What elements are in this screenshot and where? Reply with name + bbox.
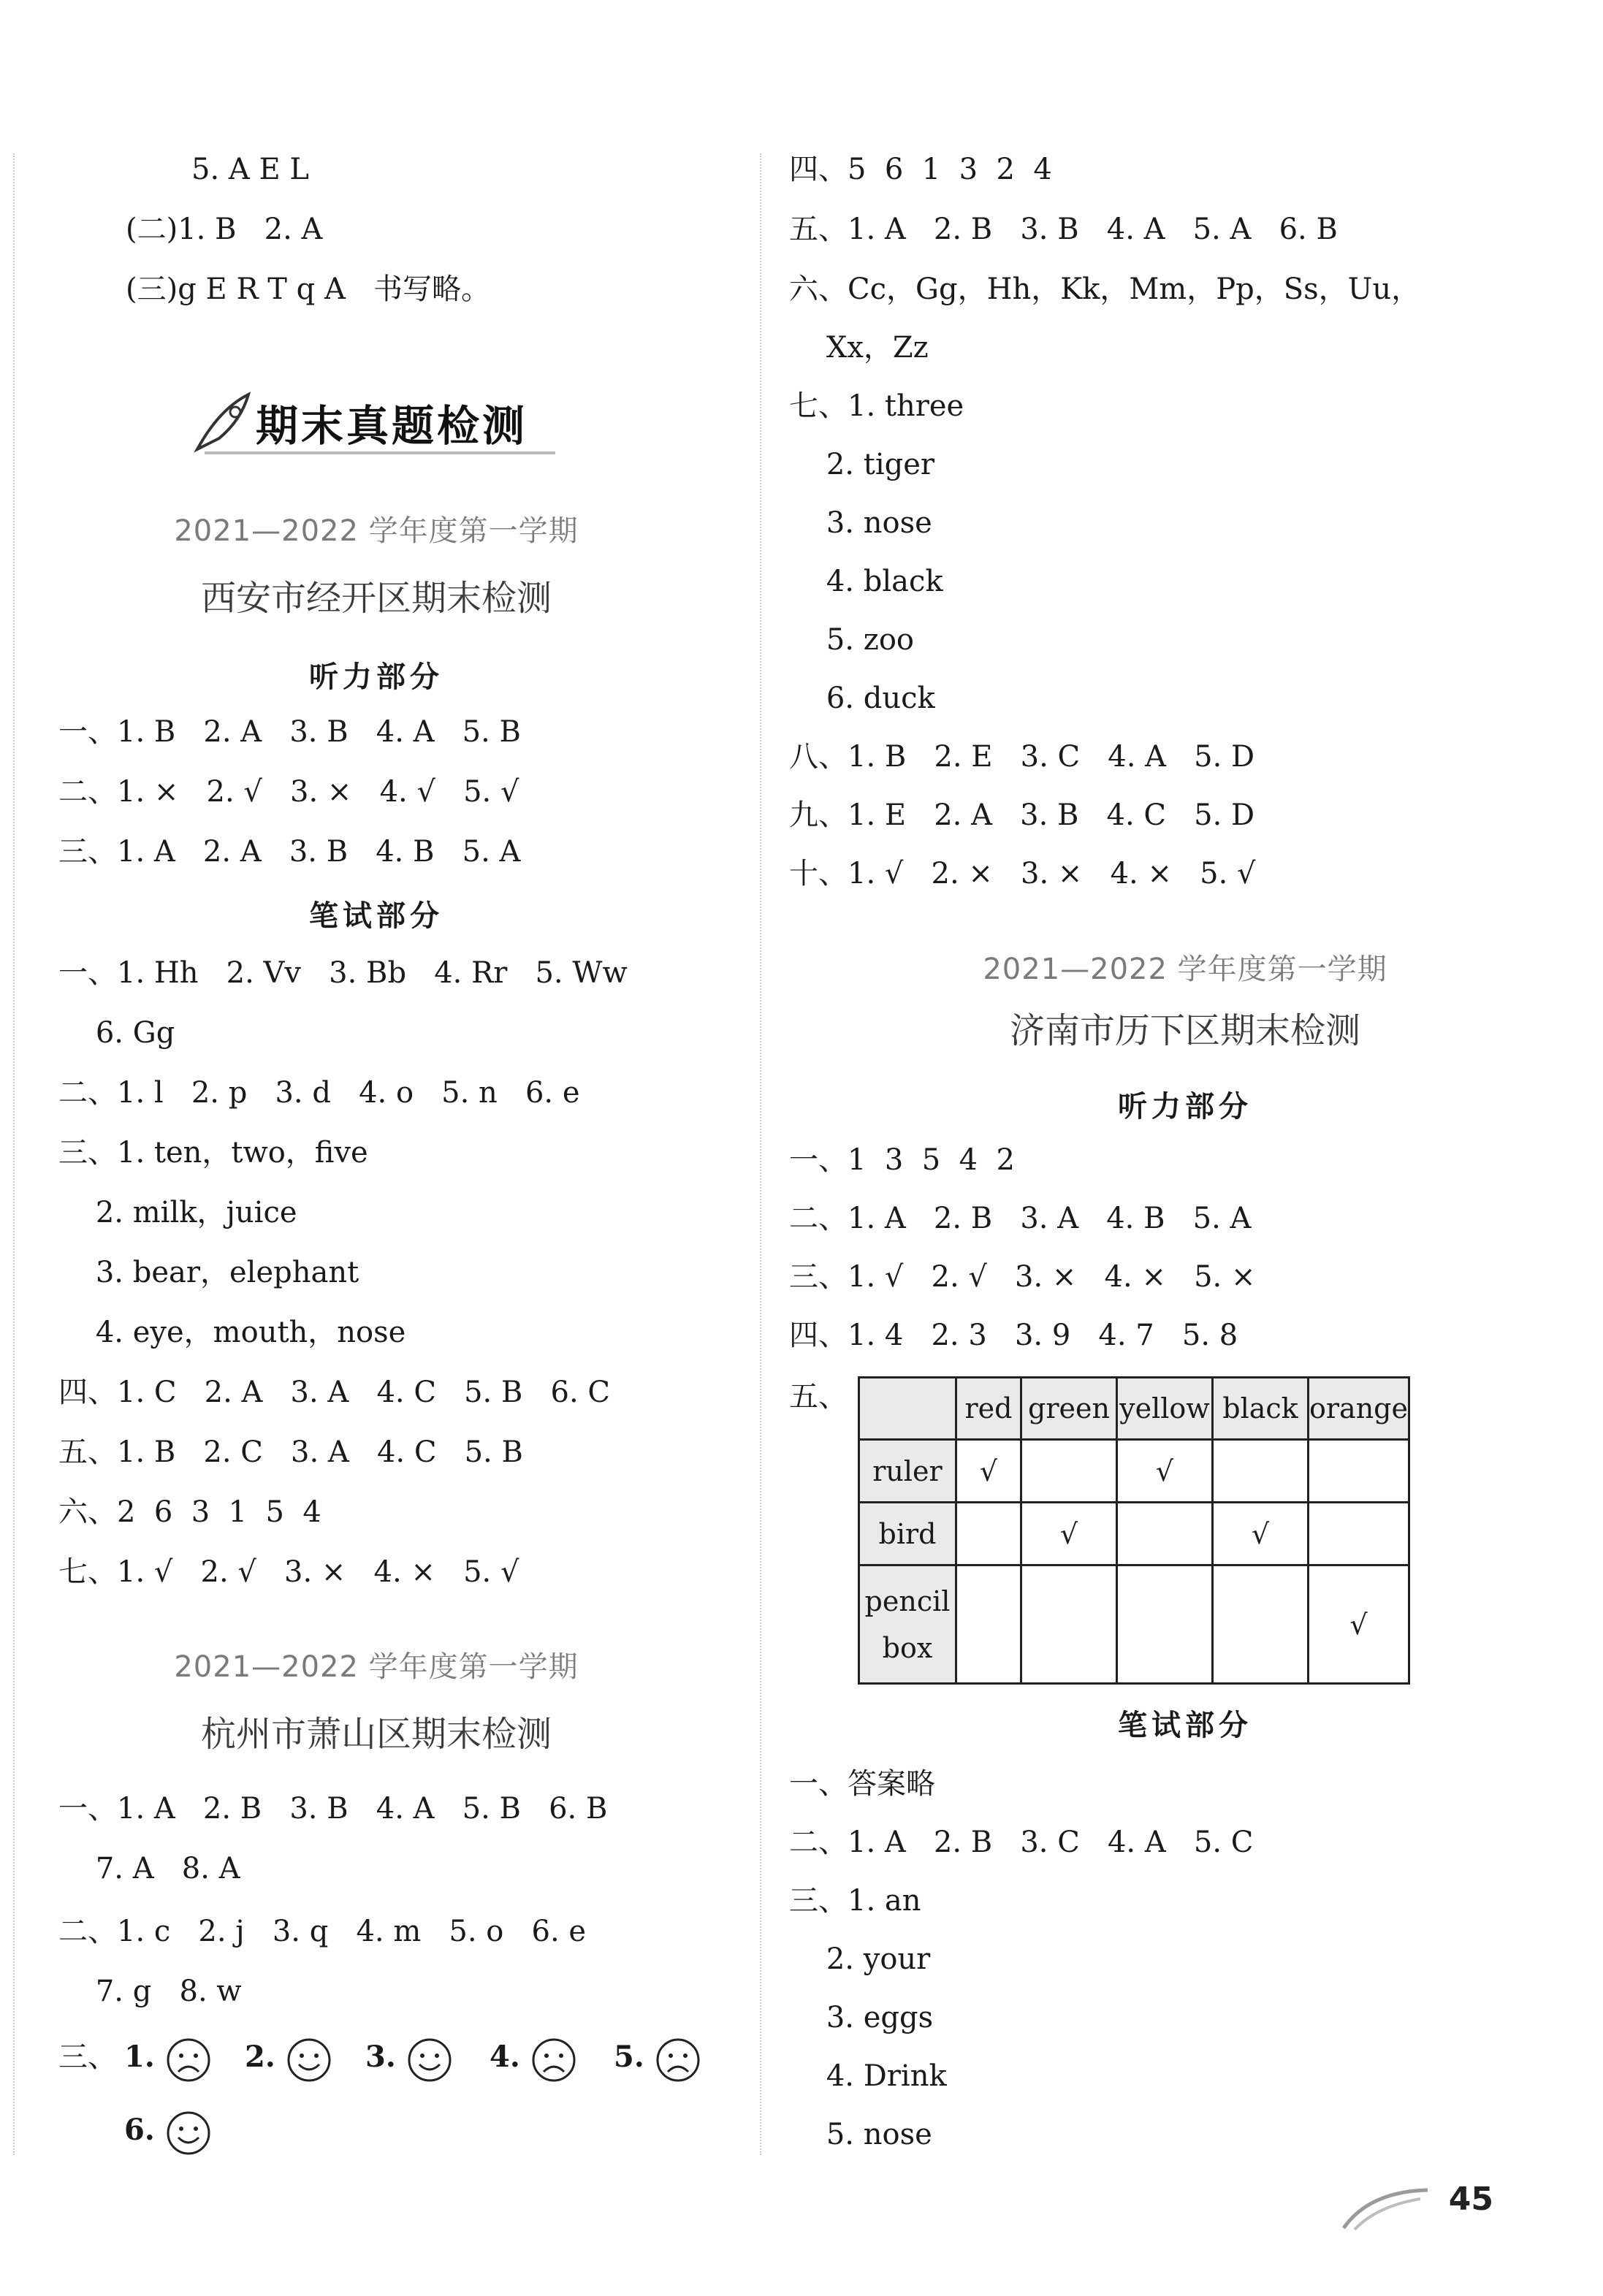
answer-line: 四、1. 4 2. 3 3. 9 4. 7 5. 8 — [789, 1319, 1238, 1352]
table-corner-cell — [859, 1378, 956, 1440]
answer-line: 二、1. A 2. B 3. A 4. B 5. A — [789, 1202, 1252, 1235]
table-header-cell: black — [1213, 1378, 1309, 1440]
table-header-cell: red — [956, 1378, 1021, 1440]
sad-face-icon — [165, 2037, 212, 2083]
answer-line: 7. g 8. w — [58, 1975, 242, 2008]
answer-prefix: 五、 — [789, 1380, 848, 1414]
answer-line: 2. milk，juice — [58, 1196, 297, 1229]
answer-line: 六、Cc，Gg，Hh，Kk，Mm，Pp，Ss，Uu， — [789, 272, 1421, 306]
answer-line: 二、1. A 2. B 3. C 4. A 5. C — [789, 1826, 1254, 1859]
table-cell — [1213, 1440, 1309, 1503]
answer-line: (三)g E R T q A 书写略。 — [126, 272, 491, 306]
answer-line: 3. eggs — [789, 2001, 934, 2034]
semester-label: 2021—2022 学年度第一学期 — [174, 514, 579, 548]
row-label: bird — [859, 1503, 956, 1565]
answer-line: 四、5 6 1 3 2 4 — [789, 153, 1052, 186]
smiley-face-icon — [286, 2037, 332, 2083]
answer-line: 三、1. an — [789, 1884, 921, 1918]
answer-line: 2. tiger — [789, 448, 935, 481]
face-answer-number: 3. — [365, 2040, 396, 2074]
answer-line: 八、1. B 2. E 3. C 4. A 5. D — [789, 740, 1255, 774]
color-answer-table — [858, 1376, 1410, 1685]
table-header-row — [859, 1378, 1409, 1440]
table-cell — [1021, 1440, 1117, 1503]
answer-line: 3. bear，elephant — [58, 1256, 359, 1289]
answer-line: 五、1. A 2. B 3. B 4. A 5. A 6. B — [789, 213, 1338, 246]
semester-label: 2021—2022 学年度第一学期 — [983, 953, 1387, 986]
answer-line: 6. duck — [789, 682, 935, 715]
table-header-cell: yellow — [1117, 1378, 1213, 1440]
answer-line: 六、2 6 3 1 5 4 — [58, 1495, 321, 1529]
answer-line: 五、1. B 2. C 3. A 4. C 5. B — [58, 1435, 523, 1469]
answer-line: 4. black — [789, 565, 943, 598]
section-title: 西安市经开区期末检测 — [200, 578, 552, 619]
table-cell: √ — [1021, 1503, 1117, 1565]
table-cell — [956, 1565, 1021, 1684]
answer-line: 三、1. A 2. A 3. B 4. B 5. A — [58, 835, 521, 869]
section-title: 杭州市萧山区期末检测 — [200, 1714, 552, 1755]
answer-line: 一、1. A 2. B 3. B 4. A 5. B 6. B — [58, 1792, 608, 1826]
answer-line: 2. your — [789, 1942, 931, 1976]
part-label: 笔试部分 — [1118, 1709, 1252, 1742]
answer-line: 5. A E L — [191, 153, 309, 186]
banner-title: 期末真题检测 — [256, 401, 528, 451]
answer-line: 4. Drink — [789, 2059, 947, 2093]
table-row — [859, 1503, 1409, 1565]
face-answer-number: 5. — [614, 2040, 644, 2074]
table-cell: √ — [956, 1440, 1021, 1503]
answer-prefix: 三、 — [58, 2040, 117, 2074]
table-cell: √ — [1213, 1503, 1309, 1565]
table-cell — [1117, 1503, 1213, 1565]
table-cell — [1213, 1565, 1309, 1684]
answer-line: 三、1. √ 2. √ 3. × 4. × 5. × — [789, 1260, 1256, 1294]
page-ornament-icon — [1340, 2184, 1435, 2235]
answer-line: 九、1. E 2. A 3. B 4. C 5. D — [789, 798, 1255, 832]
page-number: 45 — [1448, 2181, 1493, 2218]
sad-face-icon — [530, 2037, 577, 2083]
table-header-cell: green — [1021, 1378, 1117, 1440]
table-header-cell: orange — [1309, 1378, 1409, 1440]
semester-label: 2021—2022 学年度第一学期 — [174, 1650, 579, 1684]
table-cell — [1117, 1565, 1213, 1684]
face-answer-number: 6. — [124, 2113, 155, 2147]
row-label-line: pencil — [864, 1584, 951, 1617]
answer-line: 6. Gg — [58, 1016, 175, 1050]
sad-face-icon — [655, 2037, 701, 2083]
face-answer-number: 1. — [124, 2040, 155, 2074]
answer-line: 十、1. √ 2. × 3. × 4. × 5. √ — [789, 857, 1256, 890]
face-answer-number: 4. — [490, 2040, 520, 2074]
table-cell — [956, 1503, 1021, 1565]
table-cell — [1021, 1565, 1117, 1684]
table-cell: √ — [1309, 1565, 1409, 1684]
answer-line: 一、答案略 — [789, 1767, 935, 1801]
answer-line: 5. zoo — [789, 623, 914, 657]
row-label-line: box — [882, 1631, 933, 1664]
table-cell — [1309, 1440, 1409, 1503]
table-cell: √ — [1117, 1440, 1213, 1503]
section-banner — [190, 380, 570, 460]
answer-line: 4. eye，mouth，nose — [58, 1316, 406, 1349]
left-margin-rule — [13, 153, 15, 2155]
answer-line: 三、1. ten，two，five — [58, 1136, 368, 1170]
table-row — [859, 1565, 1409, 1684]
face-answer-number: 2. — [245, 2040, 275, 2074]
table-cell — [1309, 1503, 1409, 1565]
part-label: 听力部分 — [309, 660, 443, 694]
column-divider — [760, 153, 761, 2155]
answer-line: (二)1. B 2. A — [126, 213, 323, 246]
answer-line: 一、1 3 5 4 2 — [789, 1143, 1015, 1177]
row-label — [859, 1565, 956, 1684]
smiley-face-icon — [165, 2110, 212, 2156]
section-title: 济南市历下区期末检测 — [1009, 1010, 1360, 1051]
answer-line: 二、1. l 2. p 3. d 4. o 5. n 6. e — [58, 1076, 580, 1110]
answer-line: 四、1. C 2. A 3. A 4. C 5. B 6. C — [58, 1376, 610, 1409]
row-label: ruler — [859, 1440, 956, 1503]
answer-line: 七、1. √ 2. √ 3. × 4. × 5. √ — [58, 1555, 519, 1589]
answer-line: 3. nose — [789, 506, 932, 540]
part-label: 笔试部分 — [309, 899, 443, 933]
answer-line: 7. A 8. A — [58, 1852, 240, 1885]
answer-line: 二、1. × 2. √ 3. × 4. √ 5. √ — [58, 775, 519, 809]
answer-line: 一、1. Hh 2. Vv 3. Bb 4. Rr 5. Ww — [58, 956, 628, 990]
answer-line: 5. nose — [789, 2118, 932, 2151]
answer-line: 一、1. B 2. A 3. B 4. A 5. B — [58, 715, 521, 749]
answer-line: Xx，Zz — [789, 331, 929, 365]
answer-line: 七、1. three — [789, 389, 964, 423]
table-row — [859, 1440, 1409, 1503]
answer-line: 二、1. c 2. j 3. q 4. m 5. o 6. e — [58, 1915, 587, 1948]
smiley-face-icon — [406, 2037, 453, 2083]
part-label: 听力部分 — [1118, 1090, 1252, 1124]
